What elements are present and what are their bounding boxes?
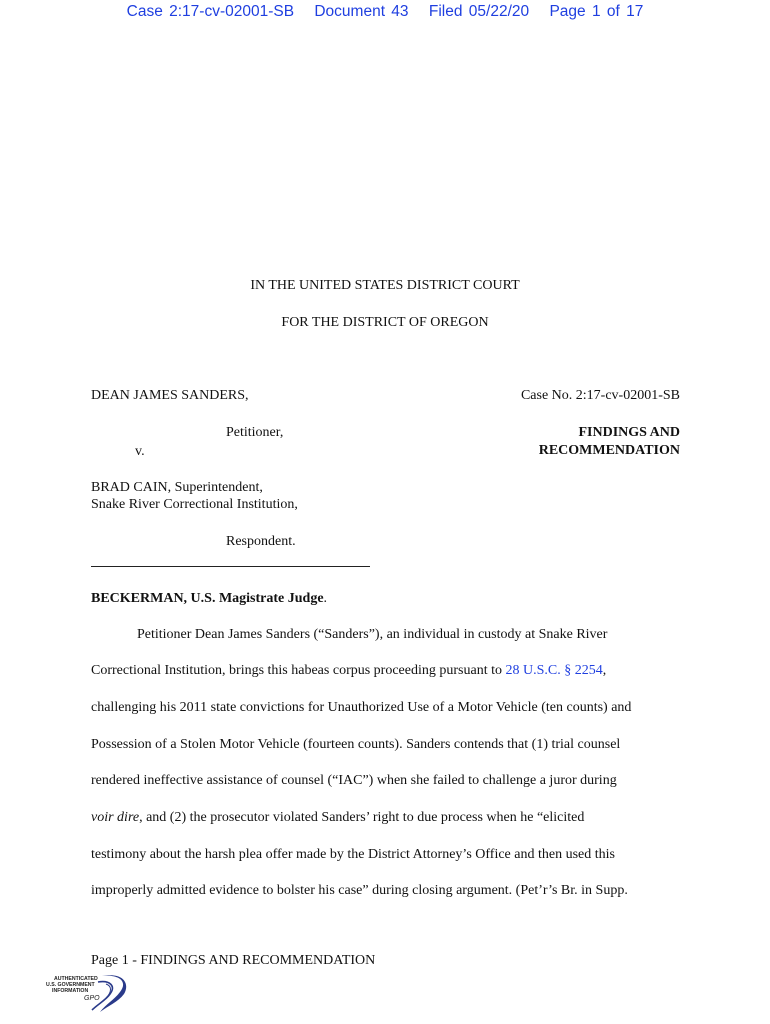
doc-title-line1: FINDINGS AND — [578, 425, 680, 440]
respondent-line1: BRAD CAIN, Superintendent, — [91, 480, 263, 495]
page-footer: Page 1 - FINDINGS AND RECOMMENDATION — [91, 953, 376, 968]
stamp-document: Document 43 — [314, 3, 409, 20]
voir-dire-italic: voir dire — [91, 810, 140, 825]
filing-stamp — [0, 3, 770, 21]
gpo-mark: GPO — [84, 995, 100, 1002]
body-line-4: Possession of a Stolen Motor Vehicle (fourteen counts). Sanders contends that (1) trial counsel — [91, 737, 621, 752]
body-line-2 — [91, 663, 606, 679]
petitioner-role: Petitioner, — [226, 425, 284, 440]
respondent-line2: Snake River Correctional Institution, — [91, 497, 298, 512]
gpo-line3: INFORMATION — [52, 988, 89, 994]
body-line-7: testimony about the harsh plea offer made by the District Attorney’s Office and then used this — [91, 847, 615, 862]
caption-divider — [91, 566, 370, 567]
gpo-line2: U.S. GOVERNMENT — [46, 982, 95, 988]
gpo-authentication-logo — [40, 972, 130, 1018]
body-line-6-text: , and (2) the prosecutor violated Sanders’ right to due process when he “elicited — [139, 810, 585, 825]
stamp-filed: Filed 05/22/20 — [428, 3, 530, 20]
body-line-5: rendered ineffective assistance of counsel (“IAC”) when she failed to challenge a juror during — [91, 773, 617, 788]
court-heading-line2: FOR THE DISTRICT OF OREGON — [281, 315, 489, 330]
gpo-line1: AUTHENTICATED — [54, 976, 98, 982]
body-line-2-comma: , — [602, 663, 607, 678]
body-line-8: improperly admitted evidence to bolster his case” during closing argument. (Pet’r’s Br. in Supp. — [91, 883, 628, 898]
stamp-page: Page 1 of 17 — [549, 3, 644, 20]
case-number: Case No. 2:17-cv-02001-SB — [520, 388, 680, 403]
judge-name: BECKERMAN, U.S. Magistrate Judge — [91, 591, 324, 606]
court-heading-line1: IN THE UNITED STATES DISTRICT COURT — [250, 278, 520, 293]
eagle-swoosh-icon — [40, 972, 130, 1018]
body-line-1: Petitioner Dean James Sanders (“Sanders”), an individual in custody at Snake River — [137, 627, 608, 642]
respondent-role: Respondent. — [226, 534, 296, 549]
petitioner-name: DEAN JAMES SANDERS, — [91, 388, 249, 403]
body-line-3: challenging his 2011 state convictions for Unauthorized Use of a Motor Vehicle (ten counts) and — [91, 700, 632, 715]
versus: v. — [135, 444, 145, 459]
judge-line — [91, 591, 327, 607]
stamp-case: Case 2:17-cv-02001-SB — [126, 3, 295, 20]
statute-link[interactable]: 28 U.S.C. § 2254 — [505, 663, 603, 678]
doc-title-line2: RECOMMENDATION — [538, 443, 680, 458]
body-line-2-text: Correctional Institution, brings this habeas corpus proceeding pursuant to — [91, 663, 506, 678]
body-line-6 — [91, 810, 584, 826]
judge-period: . — [323, 591, 328, 606]
